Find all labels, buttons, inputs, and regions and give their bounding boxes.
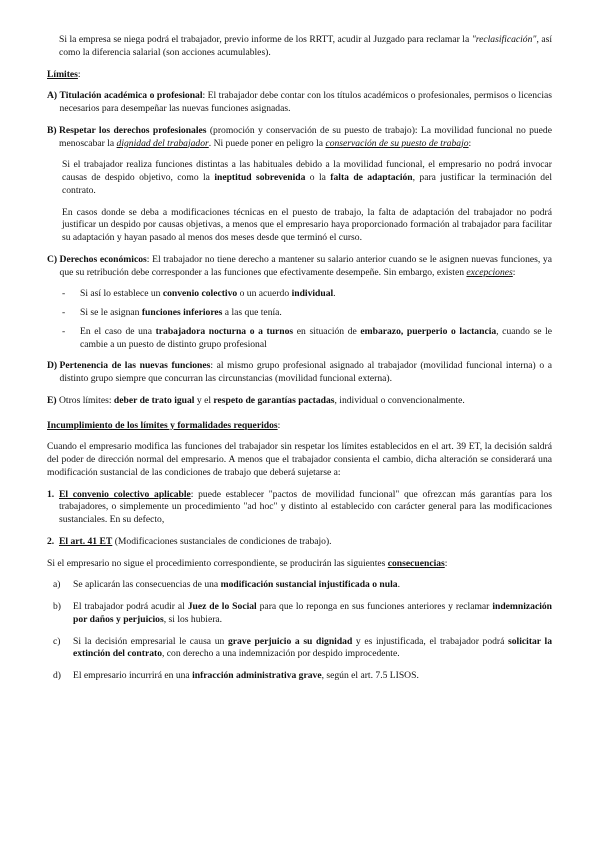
incumplimiento-paragraph: Cuando el empresario modifica las funciones del trabajador sin respetar los límites establecidos en el art. 39 ET, la decisión saldrá del poder de dirección normal del empresario. A menos que el trabajador consienta el cambio, dicha alteración se considerará una modificación sustancial de las condiciones de trabajo que deberá sujetarse a: [47,441,552,478]
convenio-title: El convenio colectivo aplicable [59,488,191,500]
limites-heading: Límites: [47,68,81,80]
limit-b-title: Respetar los derechos profesionales [59,124,207,136]
numbered-item-2: 2. El art. 41 ET (Modificaciones sustanciales de condiciones de trabajo). [47,535,332,547]
intro-paragraph [47,34,552,60]
limit-a-label: A) [47,90,60,102]
consequence-b: b) El trabajador podrá acudir al Juez de lo Social para que lo reponga en sus funciones anteriores y reclamar indemnización por daños y perjuicios, si los hubiera. [53,601,553,625]
list-item: - Si así lo establece un convenio colectivo o un acuerdo individual. [62,288,336,300]
consequence-a: a) Se aplicarán las consecuencias de una modificación sustancial injustificada o nula. [53,579,400,591]
limit-c-label: C) [47,253,60,265]
limit-d-label: D) [47,360,60,372]
list-item: - En el caso de una trabajadora nocturna o a turnos en situación de embarazo, puerperio o lactancia, cuando se le cambie a un puesto de distinto grupo profesional [62,325,553,350]
consequence-d: d) El empresario incurrirá en una infracción administrativa grave, según el art. 7.5 LISOS. [53,670,419,681]
limit-b-label: B) [47,124,59,136]
limit-b-paragraph-1: Si el trabajador realiza funciones distintas a las habituales debido a la movilidad funcional, el empresario no podrá invocar causas de despido objetivo, como la ineptitud sobrevenida o la falta de adaptación, para justificar la terminación del contrato. [62,159,552,196]
consequence-c: c) Si la decisión empresarial le causa un grave perjuicio a su dignidad y es injustificada, el trabajador podrá solicitar la extinción del contrato, con derecho a una indemnización por despido improcedente. [53,635,552,660]
list-item: - Si se le asignan funciones inferiores a las que tenía. [62,307,282,318]
incumplimiento-heading: Incumplimiento de los límites y formalidades requeridos: [47,419,281,431]
limit-a: A) Titulación académica o profesional: El trabajador debe contar con los títulos académicos o profesionales, permisos o licencias necesarios para desempeñar las nuevas funciones asignadas. [47,90,552,114]
numbered-item-1: 1. El convenio colectivo aplicable: puede establecer "pactos de movilidad funcional" que ofrezcan más garantías para los trabajadores, o simplemente un procedimiento "ad hoc" y distinto al establecido con carácter general para las modificaciones sustanciales. En su defecto, [47,488,552,525]
limit-c-title: Derechos económicos [59,253,147,265]
limit-b-paragraph-2: En casos donde se deba a modificaciones técnicas en el puesto de trabajo, la falta de adaptación del trabajador no podrá justificar un despido por causas objetivas, a menos que el empresario haya proporcionado formación al trabajador para facilitar su adaptación y hayan pasado al menos dos meses desde que terminó el curso. [62,206,552,243]
art41-title: El art. 41 ET [59,535,113,547]
limit-c: C) Derechos económicos: El trabajador no tiene derecho a mantener su salario anterior cuando se le asignen nuevas funciones, ya que su retribución debe corresponder a las funciones que efectivamente desempeñe. Sin embargo, existen excepciones: [47,253,552,278]
limit-d: D) Pertenencia de las nuevas funciones: al mismo grupo profesional asignado al trabajador (movilidad funcional interna) o a distinto grupo siempre que concurran las circunstancias (movilidad funcional externa). [47,360,552,384]
limit-b: B) Respetar los derechos profesionales (promoción y conservación de su puesto de trabajo): La movilidad funcional no puede menoscabar la dignidad del trabajador. Ni puede poner en peligro la conservación de su puesto de trabajo: [47,124,552,149]
limit-d-title: Pertenencia de las nuevas funciones [59,360,211,372]
consecuencias-paragraph: Si el empresario no sigue el procedimiento correspondiente, se producirán las siguientes consecuencias: [47,557,448,569]
intro-italic-term: "reclasificación" [471,34,537,45]
limit-e-label: E) [47,394,59,406]
limit-e: E) Otros límites: deber de trato igual y el respeto de garantías pactadas, individual o convencionalmente. [47,394,465,406]
intro-text-2: , así como la diferencia salarial (son acciones acumulables). [59,34,552,58]
intro-text-1: Si la empresa se niega podrá el trabajador, previo informe de los RRTT, acudir al Juzgado para reclamar la [59,34,472,45]
limit-a-title: Titulación académica o profesional [59,90,203,102]
